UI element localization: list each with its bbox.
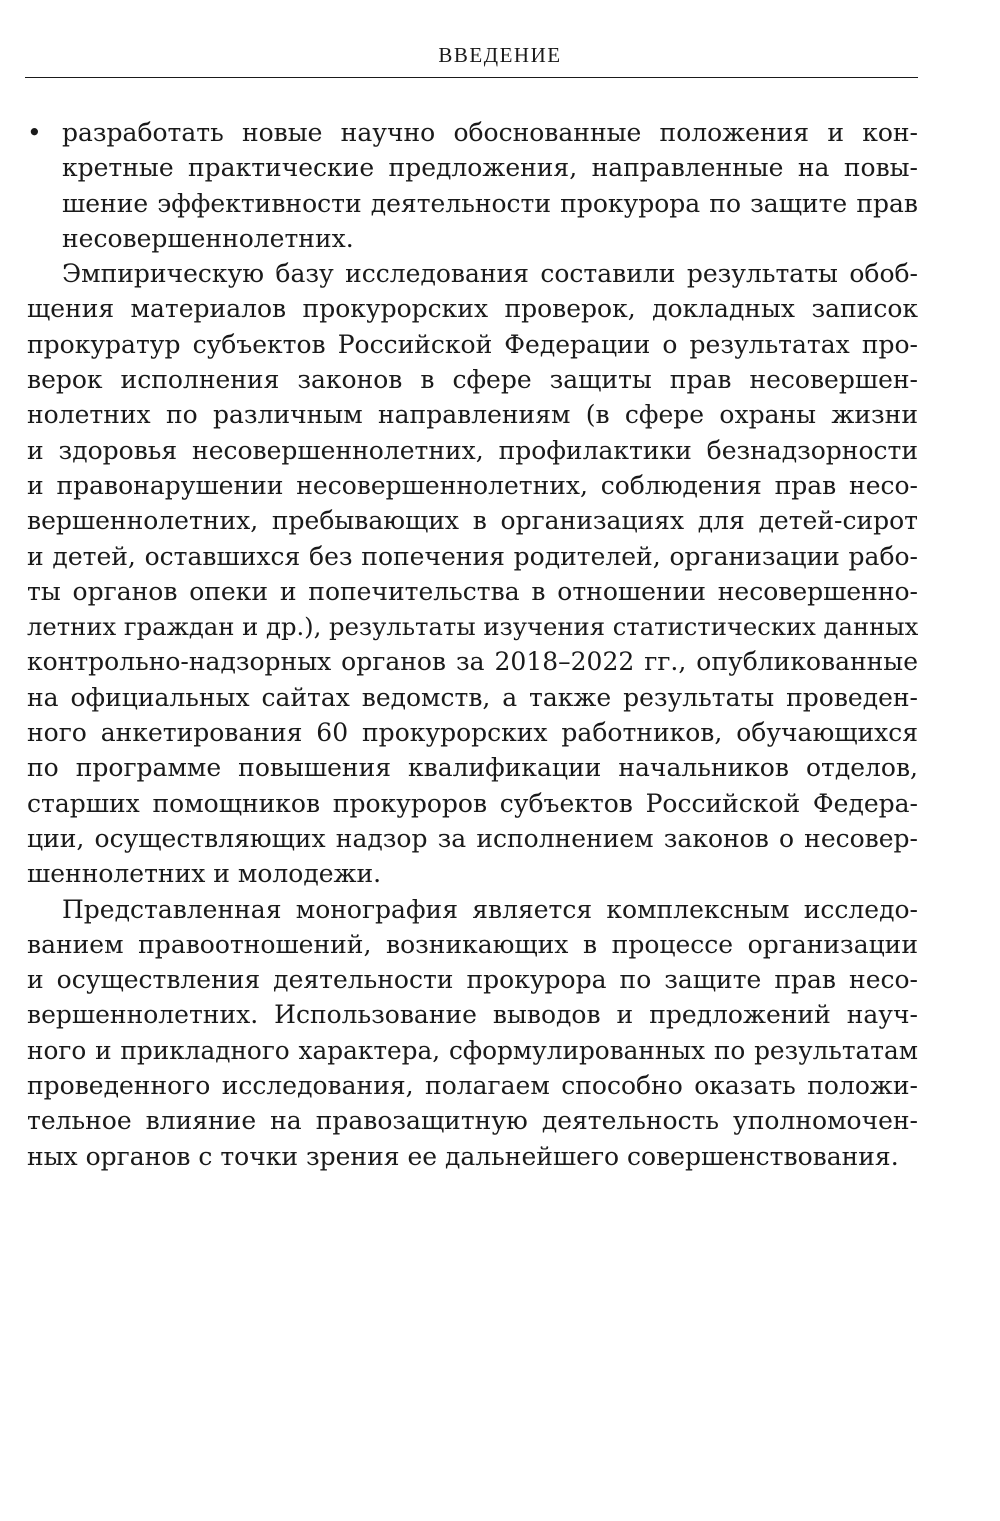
bullet-line: шение эффективности деятельности прокурора по защите прав <box>62 188 918 218</box>
bullet-line: несовершеннолетних. <box>62 223 354 253</box>
running-head-title: ВВЕДЕНИЕ <box>438 43 562 67</box>
paragraph-empirical-base <box>27 256 918 891</box>
paragraph-line: вершеннолетних, пребывающих в организациях для детей-сирот <box>27 506 918 536</box>
paragraph-line: и здоровья несовершеннолетних, профилактики безнадзорности <box>27 435 918 465</box>
paragraph-line: на официальных сайтах ведомств, а также результаты проведен- <box>27 682 918 712</box>
bullet-line: разработать новые научно обоснованные положения и кон- <box>62 118 918 147</box>
header-rule <box>25 77 918 78</box>
paragraph-line: вершеннолетних. Использование выводов и предложений науч- <box>27 1000 918 1030</box>
paragraph-line: шеннолетних и молодежи. <box>27 859 382 889</box>
paragraph-line: ного и прикладного характера, сформулированных по результатам <box>27 1035 918 1065</box>
paragraph-line: прокуратур субъектов Российской Федерации о результатах про- <box>27 329 918 359</box>
paragraph-monograph-summary <box>27 892 918 1174</box>
paragraph-line: и детей, оставшихся без попечения родителей, организации рабо- <box>27 541 918 571</box>
paragraph-line: ты органов опеки и попечительства в отношении несовершенно- <box>27 576 918 606</box>
bullet-marker: • <box>27 118 42 147</box>
paragraph-line: ного анкетирования 60 прокурорских работников, обучающихся <box>27 718 918 748</box>
paragraph-line: Эмпирическую базу исследования составили результаты обоб- <box>62 259 918 289</box>
paragraph-line: ванием правоотношений, возникающих в процессе организации <box>27 929 918 959</box>
paragraph-line: по программе повышения квалификации начальников отделов, <box>27 753 918 783</box>
paragraph-line: нолетних по различным направлениям (в сфере охраны жизни <box>27 400 918 430</box>
bullet-line: кретные практические предложения, направленные на повы- <box>62 153 918 183</box>
paragraph-line: ных органов с точки зрения ее дальнейшего совершенствования. <box>27 1141 899 1171</box>
paragraph-line: старших помощников прокуроров субъектов Российской Федера- <box>27 788 918 818</box>
paragraph-line: контрольно-надзорных органов за 2018–2022 гг., опубликованные <box>27 647 918 677</box>
paragraph-line: и правонарушении несовершеннолетних, соблюдения прав несо- <box>27 470 918 500</box>
paragraph-line: Представленная монография является комплексным исследо- <box>62 894 918 924</box>
paragraph-line: ции, осуществляющих надзор за исполнением законов о несовер- <box>27 823 918 853</box>
paragraph-line: щения материалов прокурорских проверок, докладных записок <box>27 294 918 324</box>
page-body <box>27 115 918 1174</box>
paragraph-line: летних граждан и др.), результаты изучения статистических данных <box>27 612 919 642</box>
paragraph-line: и осуществления деятельности прокурора по защите прав несо- <box>27 965 918 995</box>
bullet-item <box>27 115 918 256</box>
paragraph-line: верок исполнения законов в сфере защиты прав несовершен- <box>27 365 918 395</box>
paragraph-line: тельное влияние на правозащитную деятельность уполномочен- <box>27 1106 918 1136</box>
paragraph-line: проведенного исследования, полагаем способно оказать положи- <box>27 1071 918 1101</box>
